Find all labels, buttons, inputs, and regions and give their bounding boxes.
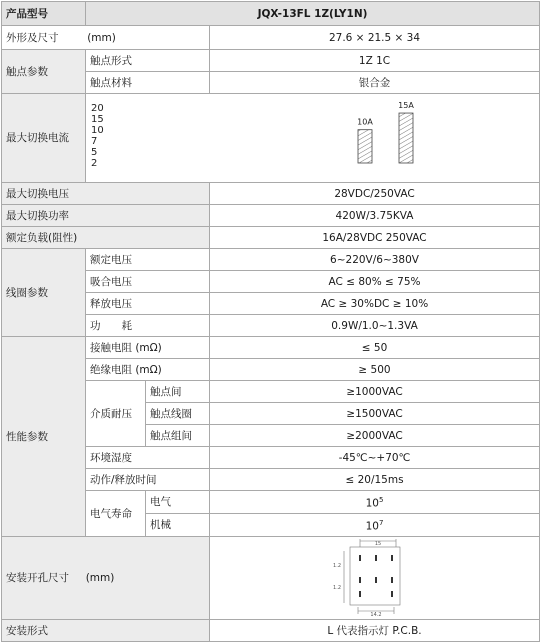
- contact-resistance-value: ≤ 50: [210, 337, 540, 359]
- current-bar: [399, 113, 413, 163]
- scale-label: 20: [91, 103, 104, 114]
- dielectric-contact-coil-value: ≥1500VAC: [210, 403, 540, 425]
- max-power-label: 最大切换功率: [2, 205, 210, 227]
- life-label: 电气寿命: [86, 491, 146, 537]
- drawing-dim-top: 15: [374, 541, 382, 547]
- scale-label: 7: [91, 136, 98, 147]
- mounting-hole-row: [2, 537, 540, 620]
- coil-label: 线圈参数: [2, 249, 86, 337]
- max-voltage-label: 最大切换电压: [2, 183, 210, 205]
- contact-material-value: 银合金: [210, 72, 540, 94]
- ambient-label: 环境湿度: [86, 447, 210, 469]
- life-electrical-label: 电气: [146, 491, 210, 514]
- contact-resistance-label: 接触电阻 (mΩ): [86, 337, 210, 359]
- max-voltage-row: [2, 183, 540, 205]
- max-current-row: [2, 94, 540, 183]
- life-electrical-base: 10: [365, 497, 379, 510]
- max-current-chart-cell: [86, 94, 540, 183]
- dimensions-label: 外形及尺寸: [6, 31, 59, 44]
- contact-form-label: 触点形式: [86, 50, 210, 72]
- rated-load-label: 额定负载(阻性): [2, 227, 210, 249]
- coil-pickup-voltage-label: 吸合电压: [86, 271, 210, 293]
- mounting-hole-label-cell: [2, 537, 210, 620]
- drawing-dim-side-1: 1.2: [333, 563, 341, 569]
- contact-resistance-row: [2, 337, 540, 359]
- life-electrical-value: [210, 491, 540, 514]
- mounting-type-value: L 代表指示灯 P.C.B.: [210, 620, 540, 642]
- max-power-row: [2, 205, 540, 227]
- scale-label: 15: [91, 114, 104, 125]
- drawing-dim-side-2: 1.2: [333, 585, 341, 591]
- contact-form-row: [2, 50, 540, 72]
- mounting-hole-unit: (mm): [85, 572, 115, 584]
- dimensions-label-cell: [2, 26, 210, 50]
- operate-release-label: 动作/释放时间: [86, 469, 210, 491]
- dimensions-row: [2, 26, 540, 50]
- mounting-hole-drawing-cell: [210, 537, 540, 620]
- spec-table: [1, 1, 540, 642]
- contact-form-value: 1Z 1C: [210, 50, 540, 72]
- operate-release-value: ≤ 20/15ms: [210, 469, 540, 491]
- current-bar-label: 10A: [357, 117, 373, 127]
- current-bar-label: 15A: [398, 101, 414, 111]
- product-model-value: JQX-13FL 1Z(LY1N): [86, 2, 540, 26]
- max-current-label: 最大切换电流: [2, 94, 86, 183]
- scale-label: 2: [91, 158, 98, 169]
- insulation-resistance-value: ≥ 500: [210, 359, 540, 381]
- life-mechanical-value: [210, 514, 540, 537]
- dielectric-contact-coil-label: 触点线圈: [146, 403, 210, 425]
- mounting-type-label: 安装形式: [2, 620, 210, 642]
- coil-power-value: 0.9W/1.0~1.3VA: [210, 315, 540, 337]
- life-mechanical-exponent: 7: [378, 519, 384, 528]
- coil-row-0: [2, 249, 540, 271]
- dielectric-contacts-value: ≥1000VAC: [210, 381, 540, 403]
- coil-pickup-voltage-value: AC ≤ 80% ≤ 75%: [210, 271, 540, 293]
- current-bar: [358, 130, 372, 163]
- coil-power-label: 功 耗: [86, 315, 210, 337]
- dimensions-unit: (mm): [87, 31, 116, 44]
- max-power-value: 420W/3.75KVA: [210, 205, 540, 227]
- coil-rated-voltage-value: 6~220V/6~380V: [210, 249, 540, 271]
- mounting-type-row: [2, 620, 540, 642]
- dimensions-value: 27.6 × 21.5 × 34: [210, 26, 540, 50]
- mounting-hole-drawing: [210, 537, 540, 619]
- ambient-value: -45℃~+70℃: [210, 447, 540, 469]
- life-mechanical-label: 机械: [146, 514, 210, 537]
- life-electrical-exponent: 5: [378, 496, 384, 505]
- rated-load-value: 16A/28VDC 250VAC: [210, 227, 540, 249]
- dielectric-label: 介质耐压: [86, 381, 146, 447]
- rated-load-row: [2, 227, 540, 249]
- header-row: [2, 2, 540, 26]
- coil-release-voltage-label: 释放电压: [86, 293, 210, 315]
- drawing-dim-bottom: 14.2: [370, 612, 382, 618]
- dielectric-contact-groups-label: 触点组间: [146, 425, 210, 447]
- coil-rated-voltage-label: 额定电压: [86, 249, 210, 271]
- scale-label: 5: [91, 147, 98, 158]
- contact-material-label: 触点材料: [86, 72, 210, 94]
- insulation-resistance-label: 绝缘电阻 (mΩ): [86, 359, 210, 381]
- dielectric-contact-groups-value: ≥2000VAC: [210, 425, 540, 447]
- scale-label: 10: [91, 125, 104, 136]
- life-mechanical-base: 10: [365, 520, 379, 533]
- product-model-label: 产品型号: [2, 2, 86, 26]
- max-current-chart: [86, 94, 538, 182]
- mounting-hole-label: 安装开孔尺寸: [6, 572, 69, 584]
- max-voltage-value: 28VDC/250VAC: [210, 183, 540, 205]
- dielectric-contacts-label: 触点间: [146, 381, 210, 403]
- coil-release-voltage-value: AC ≥ 30%DC ≥ 10%: [210, 293, 540, 315]
- performance-label: 性能参数: [2, 337, 86, 537]
- contacts-label: 触点参数: [2, 50, 86, 94]
